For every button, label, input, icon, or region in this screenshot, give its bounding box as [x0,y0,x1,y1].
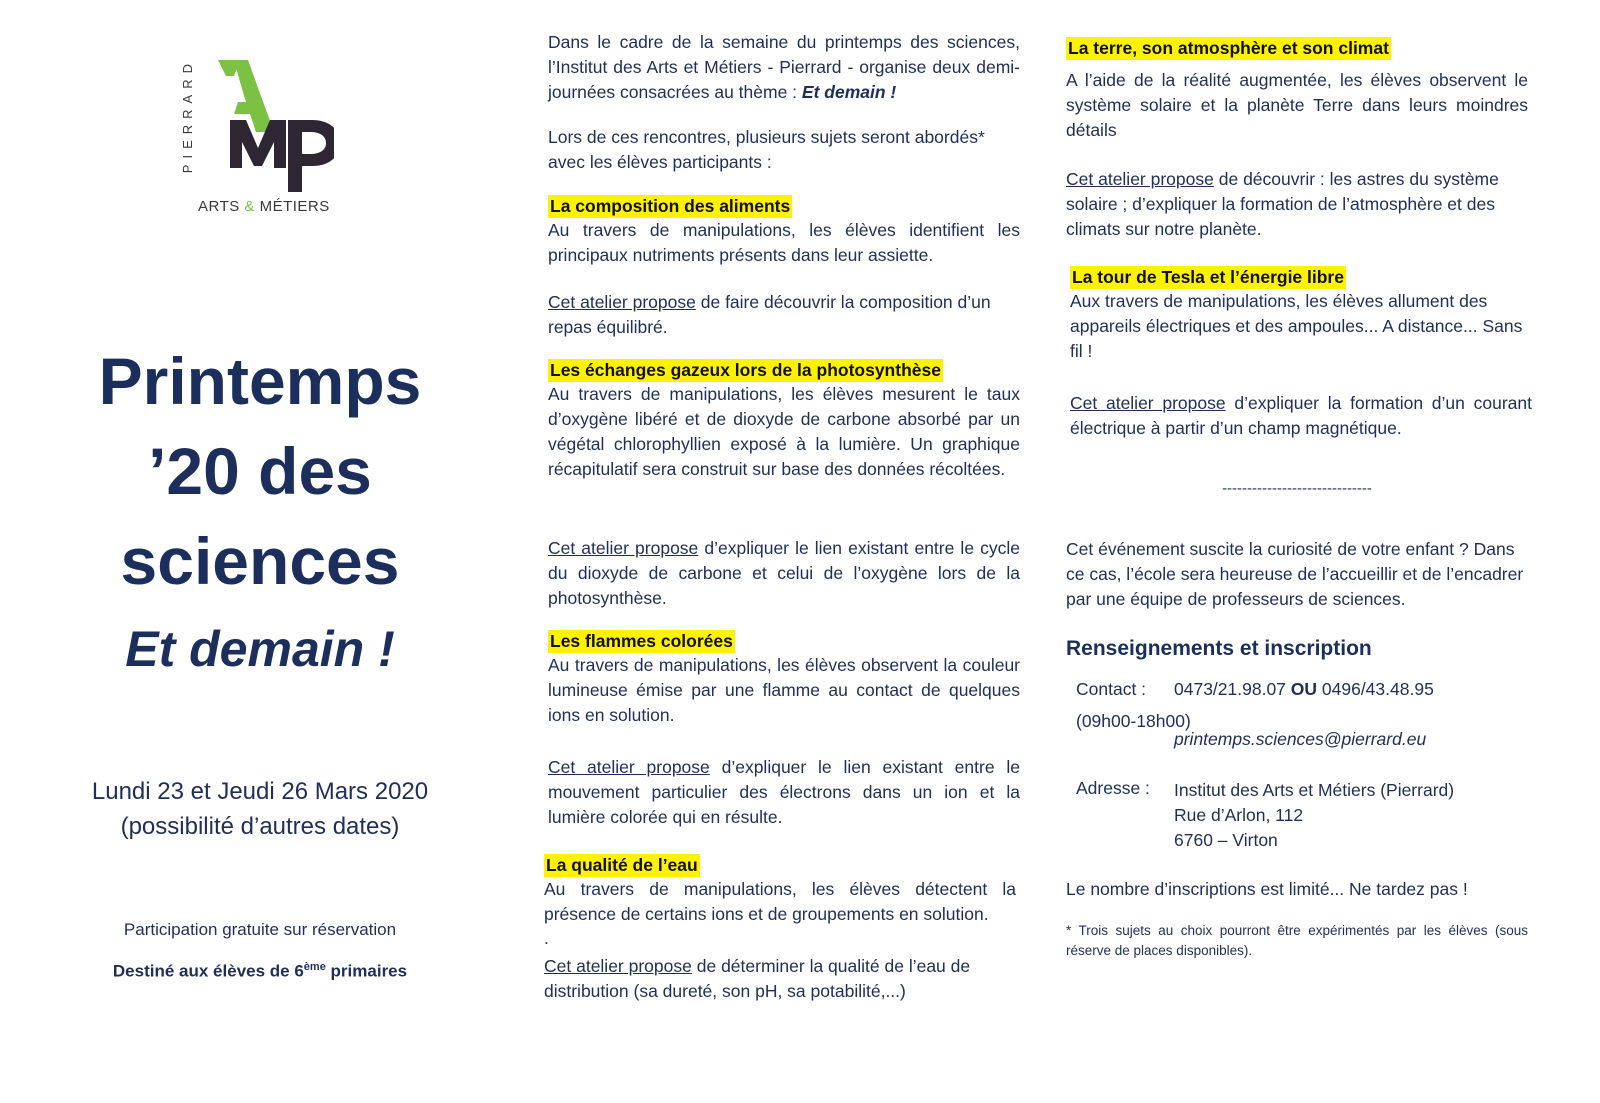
section-aliments [548,195,1020,268]
atelier-photosynthese [548,536,1020,611]
atelier-label: Cet atelier propose [548,292,696,312]
curiosity-paragraph [1066,537,1528,612]
intro-theme: Et demain ! [801,82,897,102]
phone-separator: OU [1290,679,1318,699]
footnote: * Trois sujets au choix pourront être expérimentés par les élèves (sous réserve de places disponibles). [1066,923,1528,958]
intro-paragraph [548,30,1020,105]
section-body-flammes: Au travers de manipulations, les élèves observent la couleur lumineuse émise par une flamme au contact de quelques ions en solution. [548,655,1020,725]
contact-email[interactable]: printemps.sciences@pierrard.eu [1174,729,1427,749]
address-line-2: Rue d’Arlon, 112 [1174,805,1304,825]
page-subtitle: Et demain ! [125,621,395,677]
amp-logo [180,52,336,222]
section-dot-eau: . [544,928,549,948]
atelier-text-photosynthese: d’expliquer le lien existant entre le cycle du dioxyde de carbone et celui de l’oxygène lors de la photosynthèse. [548,538,1020,608]
section-terre [1066,37,1528,143]
intro-topics [548,125,1020,175]
atelier-flammes [548,755,1020,830]
title-line-3: sciences [120,524,400,598]
atelier-eau [544,954,1016,1004]
section-title-eau: La qualité de l’eau [546,855,698,875]
section-title-flammes: Les flammes colorées [550,631,733,651]
address-lines [1174,778,1454,853]
atelier-tesla [1070,391,1532,441]
section-title-terre: La terre, son atmosphère et son climat [1068,38,1389,58]
logo-letter-p [288,120,334,192]
amp-logo-mark [204,54,334,194]
info-title: Renseignements et inscription [1066,637,1372,660]
event-dates [0,774,520,844]
atelier-text-aliments: de faire découvrir la composition d’un repas équilibré. [548,292,991,337]
intro-text: Dans le cadre de la semaine du printemps des sciences, l’Institut des Arts et Métiers - Pierrard - organise deux demi-journées consacrées au thème : [548,32,1020,102]
section-title-tesla: La tour de Tesla et l’énergie libre [1072,267,1344,287]
contact-phones [1174,679,1434,700]
section-body-photosynthese: Au travers de manipulations, les élèves mesurent le taux d’oxygène libéré et de dioxyde de carbone absorbé par un végétal chlorophyllien exposé à la lumière. Un graphique récapitulatif sera construit sur base des données récoltées. [548,384,1020,479]
left-column [0,0,520,1103]
section-body-terre: A l’aide de la réalité augmentée, les élèves observent le système solaire et la planète Terre dans leurs moindres détails [1066,70,1528,140]
audience-suffix: primaires [325,961,408,981]
section-body-aliments: Au travers de manipulations, les élèves identifient les principaux nutriments présents dans leur assiette. [548,220,1020,265]
participation-note: Participation gratuite sur réservation [123,920,397,939]
address-label: Adresse : [1076,778,1150,798]
atelier-label: Cet atelier propose [548,757,710,777]
logo-word-arts: ARTS [198,198,240,215]
atelier-aliments [548,290,1020,340]
audience-superscript: ème [303,961,326,973]
phone-2[interactable]: 0496/43.48.95 [1317,679,1434,699]
atelier-text-flammes: d’expliquer le lien existant entre le mouvement particulier des électrons dans un ion et la lumière colorée qui en résulte. [548,757,1020,827]
intro-topics-text: Lors de ces rencontres, plusieurs sujets seront abordés* avec les élèves participants : [548,127,985,172]
title-line-1: Printemps [98,344,422,418]
atelier-text-eau: de déterminer la qualité de l’eau de distribution (sa dureté, son pH, sa potabilité,...) [544,956,971,1001]
atelier-text-tesla: d’expliquer la formation d’un courant électrique à partir d’un champ magnétique. [1070,393,1532,438]
contact-label: Contact : [1076,679,1147,699]
section-photosynthese [548,359,1020,482]
logo-ampersand: & [244,198,255,215]
section-body-eau: Au travers de manipulations, les élèves détectent la présence de certains ions et de groupements en solution. [544,879,1016,924]
atelier-label: Cet atelier propose [1070,393,1226,413]
logo-vertical-text: PIERRARD [180,58,195,174]
section-flammes [548,630,1020,728]
atelier-label: Cet atelier propose [548,538,699,558]
dashed-separator: ------------------------------ [1222,480,1372,497]
address-line-1: Institut des Arts et Métiers (Pierrard) [1174,780,1455,800]
section-body-tesla: Aux travers de manipulations, les élèves allument des appareils électriques et des ampoules... A distance... Sans fil ! [1070,291,1523,361]
atelier-label: Cet atelier propose [544,956,692,976]
audience-note [0,961,520,982]
logo-wordmark [198,198,330,215]
section-title-photosynthese: Les échanges gazeux lors de la photosynthèse [550,360,941,380]
page-title [0,336,520,606]
audience-prefix: Destiné aux élèves de 6 [112,961,304,981]
atelier-text-terre: de découvrir : les astres du système solaire ; d’expliquer la formation de l’atmosphère et des climats sur notre planète. [1066,169,1499,239]
limited-note [1066,877,1528,902]
title-line-2: ’20 des [148,434,372,508]
curiosity-text: Cet événement suscite la curiosité de votre enfant ? Dans ce cas, l’école sera heureuse de l’accueillir et de l’encadrer par une équipe de professeurs de sciences. [1066,539,1524,609]
section-tesla [1070,266,1532,364]
atelier-label: Cet atelier propose [1066,169,1214,189]
limited-text: Le nombre d’inscriptions est limité... Ne tardez pas ! [1066,879,1468,899]
section-eau [544,854,1016,949]
atelier-terre [1066,167,1528,242]
contact-hours: (09h00-18h00) [1076,711,1191,731]
dates-line-1: Lundi 23 et Jeudi 26 Mars 2020 [91,778,429,805]
dates-line-2: (possibilité d’autres dates) [120,813,400,840]
address-line-3: 6760 – Virton [1174,830,1278,850]
section-title-aliments: La composition des aliments [550,196,791,216]
logo-word-metiers: MÉTIERS [259,198,330,215]
phone-1[interactable]: 0473/21.98.07 [1174,679,1291,699]
